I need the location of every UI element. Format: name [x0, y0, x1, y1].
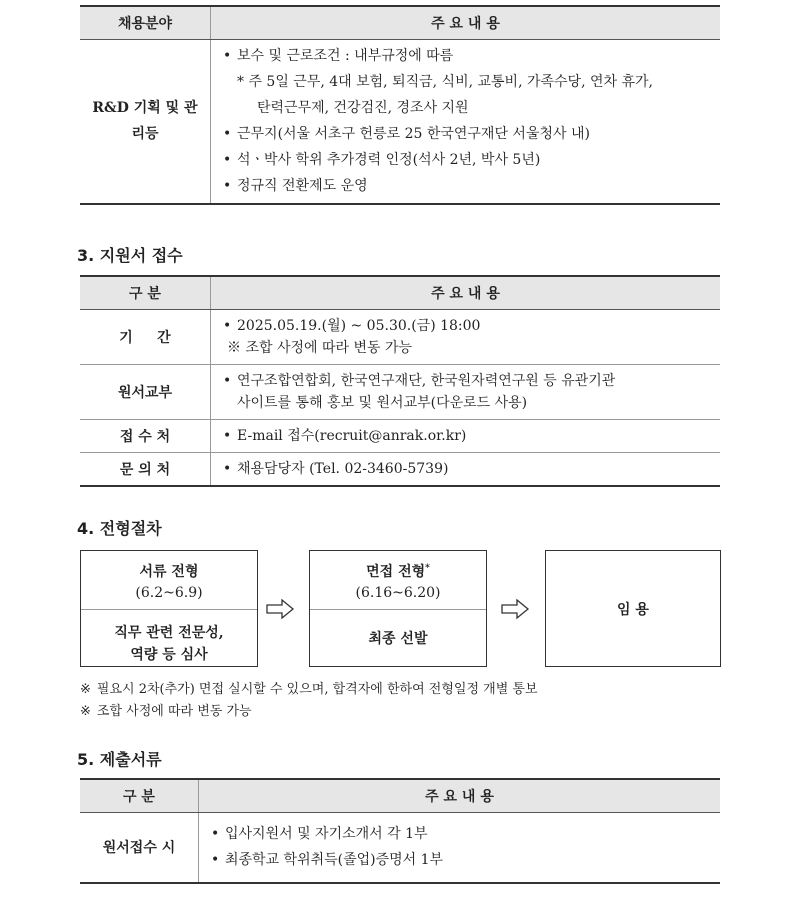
step2-title: 면접 전형: [366, 564, 426, 580]
header-category: 구 분: [80, 779, 199, 813]
step2-mark: *: [425, 563, 430, 574]
benefit-note-cont: 탄력근무제, 건강검진, 경조사 지원: [257, 100, 469, 117]
document-item: • 입사지원서 및 자기소개서 각 1부: [211, 821, 710, 847]
right-arrow-icon: [500, 598, 530, 620]
interview-box: [309, 550, 487, 667]
step2-desc: 최종 선발: [368, 631, 428, 647]
distribution-content: [211, 365, 721, 420]
selection-note-1: ※ 필요시 2차(추가) 면접 실시할 수 있으며, 합격자에 한하여 전형일정 개별 통보: [80, 678, 538, 697]
step1-desc1: 직무 관련 전문성,: [114, 625, 224, 641]
header-content: 주 요 내 용: [211, 276, 721, 310]
step2-period: (6.16~6.20): [355, 585, 441, 601]
right-arrow-icon: [265, 598, 295, 620]
period-content: [211, 310, 721, 365]
distribution-line: • 연구조합연합회, 한국연구재단, 한국원자력연구원 등 유관기관: [223, 370, 710, 392]
document-item: • 최종학교 학위취득(졸업)증명서 1부: [211, 847, 710, 873]
condition-line: • 보수 및 근로조건 : 내부규정에 따름: [223, 43, 710, 69]
period-note: ※ 조합 사정에 따라 변동 가능: [227, 340, 413, 356]
field-name: R&D 기획 및 관리등: [80, 40, 211, 204]
inquiry-label: 문 의 처: [80, 453, 211, 487]
appointment-box: [545, 550, 721, 667]
documents-category: 원서접수 시: [80, 813, 199, 883]
selection-note-2: ※ 조합 사정에 따라 변동 가능: [80, 700, 252, 719]
distribution-line-cont: 사이트를 통해 홍보 및 원서교부(다운로드 사용): [237, 395, 528, 411]
header-content: 주 요 내 용: [211, 6, 721, 40]
step1-period: (6.2~6.9): [135, 585, 203, 601]
section-5-title: 5. 제출서류: [77, 750, 162, 769]
documents-content: [199, 813, 721, 883]
submission-label: 접 수 처: [80, 420, 211, 453]
distribution-label: 원서교부: [80, 365, 211, 420]
career-line: • 석ㆍ박사 학위 추가경력 인정(석사 2년, 박사 5년): [223, 147, 710, 173]
benefit-note: * 주 5일 근무, 4대 보험, 퇴직금, 식비, 교통비, 가족수당, 연차 휴가,: [237, 74, 653, 91]
section-4-title: 4. 전형절차: [77, 519, 162, 538]
application-table: [80, 275, 720, 487]
field-content: [211, 40, 721, 204]
recruitment-field-table: [80, 5, 720, 205]
document-screening-box: [80, 550, 258, 667]
step1-desc2: 역량 등 심사: [130, 647, 208, 663]
inquiry-content: [211, 453, 721, 487]
section-3-title: 3. 지원서 접수: [77, 246, 183, 265]
period-label: 기 간: [80, 310, 211, 365]
step1-title: 서류 전형: [139, 564, 199, 580]
inquiry-contact: • 채용담당자 (Tel. 02-3460-5739): [223, 456, 710, 482]
period-dates: • 2025.05.19.(월) ~ 05.30.(금) 18:00: [223, 315, 710, 337]
submission-content: [211, 420, 721, 453]
conversion-line: • 정규직 전환제도 운영: [223, 173, 710, 199]
step3-title: 임 용: [617, 602, 649, 618]
documents-table: [80, 778, 720, 884]
header-content: 주 요 내 용: [199, 779, 721, 813]
header-field: 채용분야: [80, 6, 211, 40]
header-category: 구 분: [80, 276, 211, 310]
email-submission[interactable]: • E-mail 접수(recruit@anrak.or.kr): [223, 423, 710, 449]
workplace-line: • 근무지(서울 서초구 헌릉로 25 한국연구재단 서울청사 내): [223, 121, 710, 147]
